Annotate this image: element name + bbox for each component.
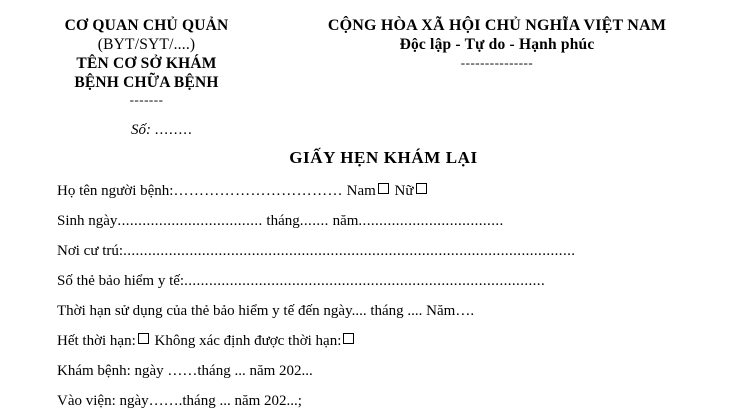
- gender-female-checkbox[interactable]: [416, 183, 427, 194]
- national-title: CỘNG HÒA XÃ HỘI CHỦ NGHĨA VIỆT NAM: [327, 17, 667, 34]
- header-right-block: [285, 16, 737, 72]
- indefinite-checkbox[interactable]: [343, 333, 354, 344]
- gender-male-checkbox[interactable]: [378, 183, 389, 194]
- exam-date-field: Khám bệnh: ngày ……tháng ... năm 202...: [57, 363, 313, 379]
- patient-name-label: Họ tên người bệnh:: [57, 183, 174, 199]
- document-number-label: Số:: [131, 122, 151, 138]
- residence-field: [57, 242, 719, 261]
- expiry-field: [57, 332, 719, 351]
- page-title: GIẤY HẸN KHÁM LẠI: [289, 148, 478, 167]
- residence-dots: .............................................................................................................: [123, 243, 576, 259]
- insurance-card-label: Số thẻ bảo hiểm y tế:: [57, 273, 185, 289]
- governing-body-line: CƠ QUAN CHỦ QUẢN: [64, 17, 229, 34]
- birth-date-label: Sinh ngày: [57, 213, 118, 229]
- birth-year-dots: ...................................: [358, 213, 504, 229]
- birth-day-dots: ...................................: [117, 213, 263, 229]
- residence-label: Nơi cư trú:: [57, 243, 124, 259]
- governing-body-code: (BYT/SYT/....): [97, 36, 196, 53]
- birth-year-label: năm: [332, 213, 359, 229]
- form-body: [0, 182, 737, 411]
- expiry-checkbox[interactable]: [138, 333, 149, 344]
- insurance-card-field: [57, 272, 719, 291]
- card-validity-field: Thời hạn sử dụng của thẻ bảo hiểm y tế đến ngày.... tháng .... Năm….: [57, 303, 475, 319]
- national-motto: Độc lập - Tự do - Hạnh phúc: [399, 36, 595, 53]
- birth-date-field: [57, 212, 719, 231]
- document-number-value: ........: [154, 122, 193, 138]
- insurance-card-dots: .......................................................................................: [184, 273, 546, 289]
- header-right-divider: ---------------: [460, 55, 534, 70]
- document-header: [0, 10, 737, 108]
- admission-date-field: Vào viện: ngày…….tháng ... năm 202...;: [57, 393, 302, 409]
- header-left-block: [0, 16, 285, 108]
- header-left-divider: -------: [129, 92, 164, 107]
- gender-female-label: Nữ: [394, 183, 414, 199]
- facility-name-line1: TÊN CƠ SỞ KHÁM: [76, 55, 217, 72]
- patient-name-field: [57, 182, 719, 201]
- expiry-label: Hết thời hạn:: [57, 333, 136, 349]
- birth-month-label: tháng: [266, 213, 300, 229]
- birth-month-dots: .......: [299, 213, 329, 229]
- gender-male-label: Nam: [346, 183, 376, 199]
- facility-name-line2: BỆNH CHỮA BỆNH: [74, 74, 219, 91]
- indefinite-label: Không xác định được thời hạn:: [154, 333, 342, 349]
- document-number-line: [0, 120, 737, 140]
- patient-name-dots: ……………………………: [173, 183, 343, 199]
